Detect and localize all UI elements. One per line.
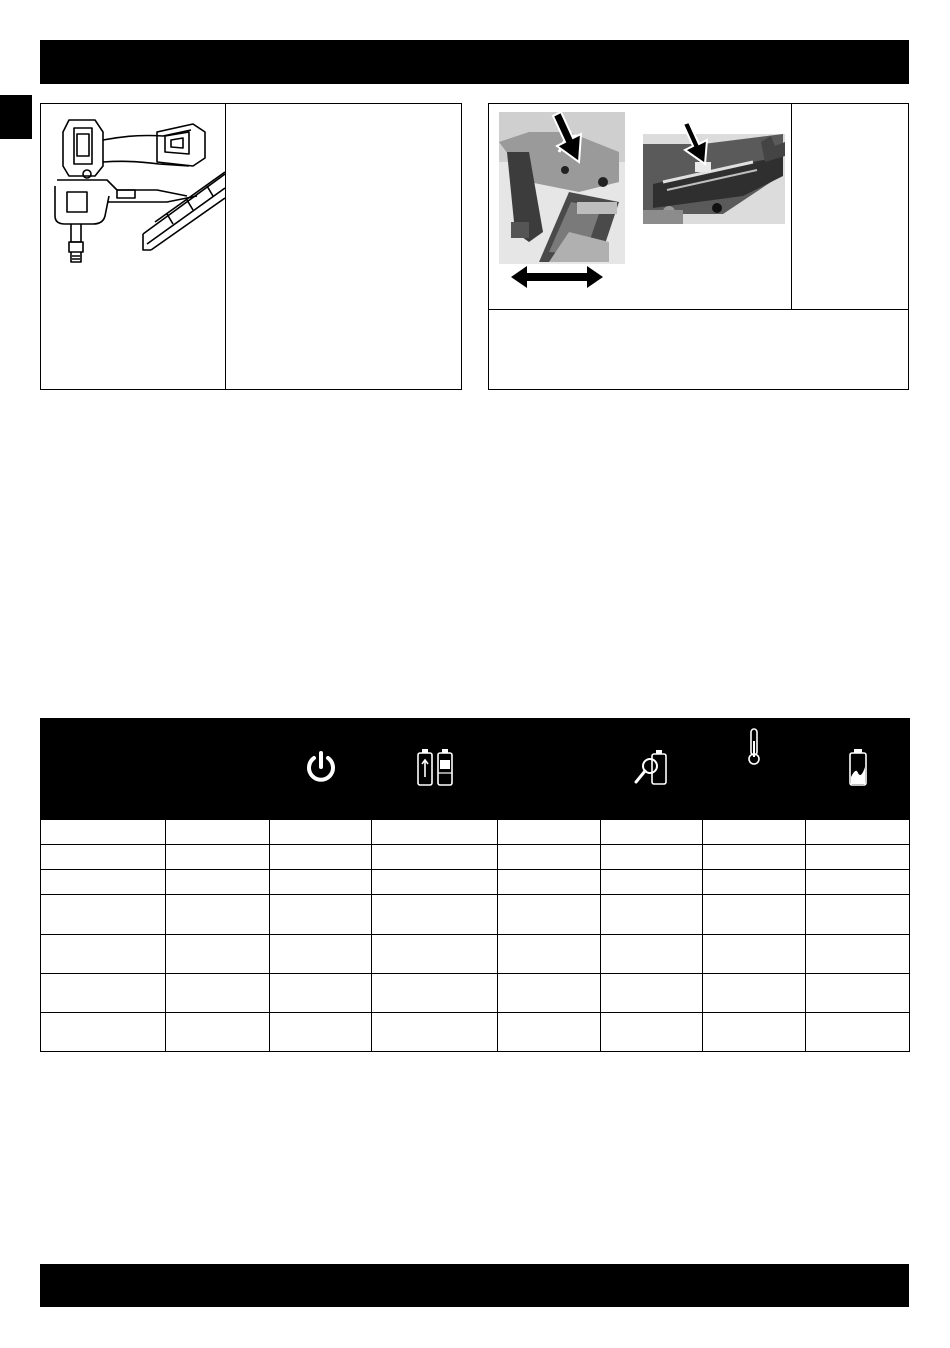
table-row (41, 845, 910, 870)
header-cell (166, 719, 270, 820)
battery-low-icon (846, 747, 870, 787)
power-icon (304, 750, 338, 784)
table-header-row (41, 719, 910, 820)
header-cell (41, 719, 166, 820)
table-cell (601, 1012, 703, 1051)
table-cell (270, 935, 372, 973)
table-cell (41, 935, 166, 973)
table-row (41, 870, 910, 895)
table-cell (601, 870, 703, 895)
header-cell (372, 719, 498, 820)
table-cell (703, 820, 806, 845)
down-arrow-icon (679, 120, 713, 166)
table-cell (703, 870, 806, 895)
table-cell (498, 845, 601, 870)
table-cell (372, 845, 498, 870)
table-row (41, 820, 910, 845)
header-bar (40, 40, 909, 84)
battery-charge-100-icon (415, 747, 455, 787)
table-cell (166, 870, 270, 895)
table-cell (166, 973, 270, 1012)
thermometer-icon (745, 727, 763, 767)
nailer-illustration (47, 110, 225, 270)
table-cell (166, 895, 270, 935)
table-cell (703, 1012, 806, 1051)
table-cell (166, 820, 270, 845)
table-cell (270, 1012, 372, 1051)
table-cell (806, 820, 910, 845)
table-cell (498, 820, 601, 845)
header-cell (601, 719, 703, 820)
table-cell (270, 973, 372, 1012)
panel-divider (225, 104, 226, 389)
table-cell (270, 870, 372, 895)
figure-panel-right (488, 103, 909, 390)
table-cell (372, 895, 498, 935)
table-cell (41, 845, 166, 870)
table-cell (270, 895, 372, 935)
header-cell (498, 719, 601, 820)
table-row (41, 935, 910, 973)
table-cell (166, 845, 270, 870)
table-cell (166, 935, 270, 973)
magazine-latch-photo (643, 134, 785, 224)
led-status-table (40, 718, 910, 1052)
header-cell (703, 719, 806, 820)
table-cell (372, 1012, 498, 1051)
table-cell (372, 973, 498, 1012)
table-cell (703, 973, 806, 1012)
table-cell (806, 845, 910, 870)
table-cell (601, 895, 703, 935)
table-cell (41, 973, 166, 1012)
table-cell (601, 935, 703, 973)
table-cell (270, 820, 372, 845)
table-cell (372, 870, 498, 895)
header-cell (270, 719, 372, 820)
double-headed-arrow-icon (509, 264, 605, 290)
table-cell (41, 870, 166, 895)
table-cell (703, 895, 806, 935)
table-cell (806, 895, 910, 935)
table-row (41, 895, 910, 935)
table-row (41, 1012, 910, 1051)
section-tab (0, 95, 32, 139)
table-cell (703, 935, 806, 973)
table-cell (498, 1012, 601, 1051)
table-cell (498, 935, 601, 973)
table-cell (703, 845, 806, 870)
down-arrow-icon (549, 112, 583, 164)
table-cell (601, 820, 703, 845)
table-cell (601, 973, 703, 1012)
table-cell (270, 845, 372, 870)
battery-search-icon (632, 746, 672, 788)
table-cell (372, 935, 498, 973)
footer-bar (40, 1264, 909, 1307)
table-cell (166, 1012, 270, 1051)
table-cell (498, 870, 601, 895)
table-cell (806, 935, 910, 973)
table-row (41, 973, 910, 1012)
panel-vertical-divider (791, 104, 792, 309)
table-cell (41, 1012, 166, 1051)
table-cell (806, 1012, 910, 1051)
table-cell (498, 973, 601, 1012)
table-cell (372, 820, 498, 845)
panel-horizontal-divider (489, 309, 908, 310)
table-cell (41, 820, 166, 845)
table-cell (498, 895, 601, 935)
table-cell (41, 895, 166, 935)
figure-panel-left (40, 103, 462, 390)
header-cell (806, 719, 910, 820)
table-cell (601, 845, 703, 870)
table-cell (806, 870, 910, 895)
table-cell (806, 973, 910, 1012)
